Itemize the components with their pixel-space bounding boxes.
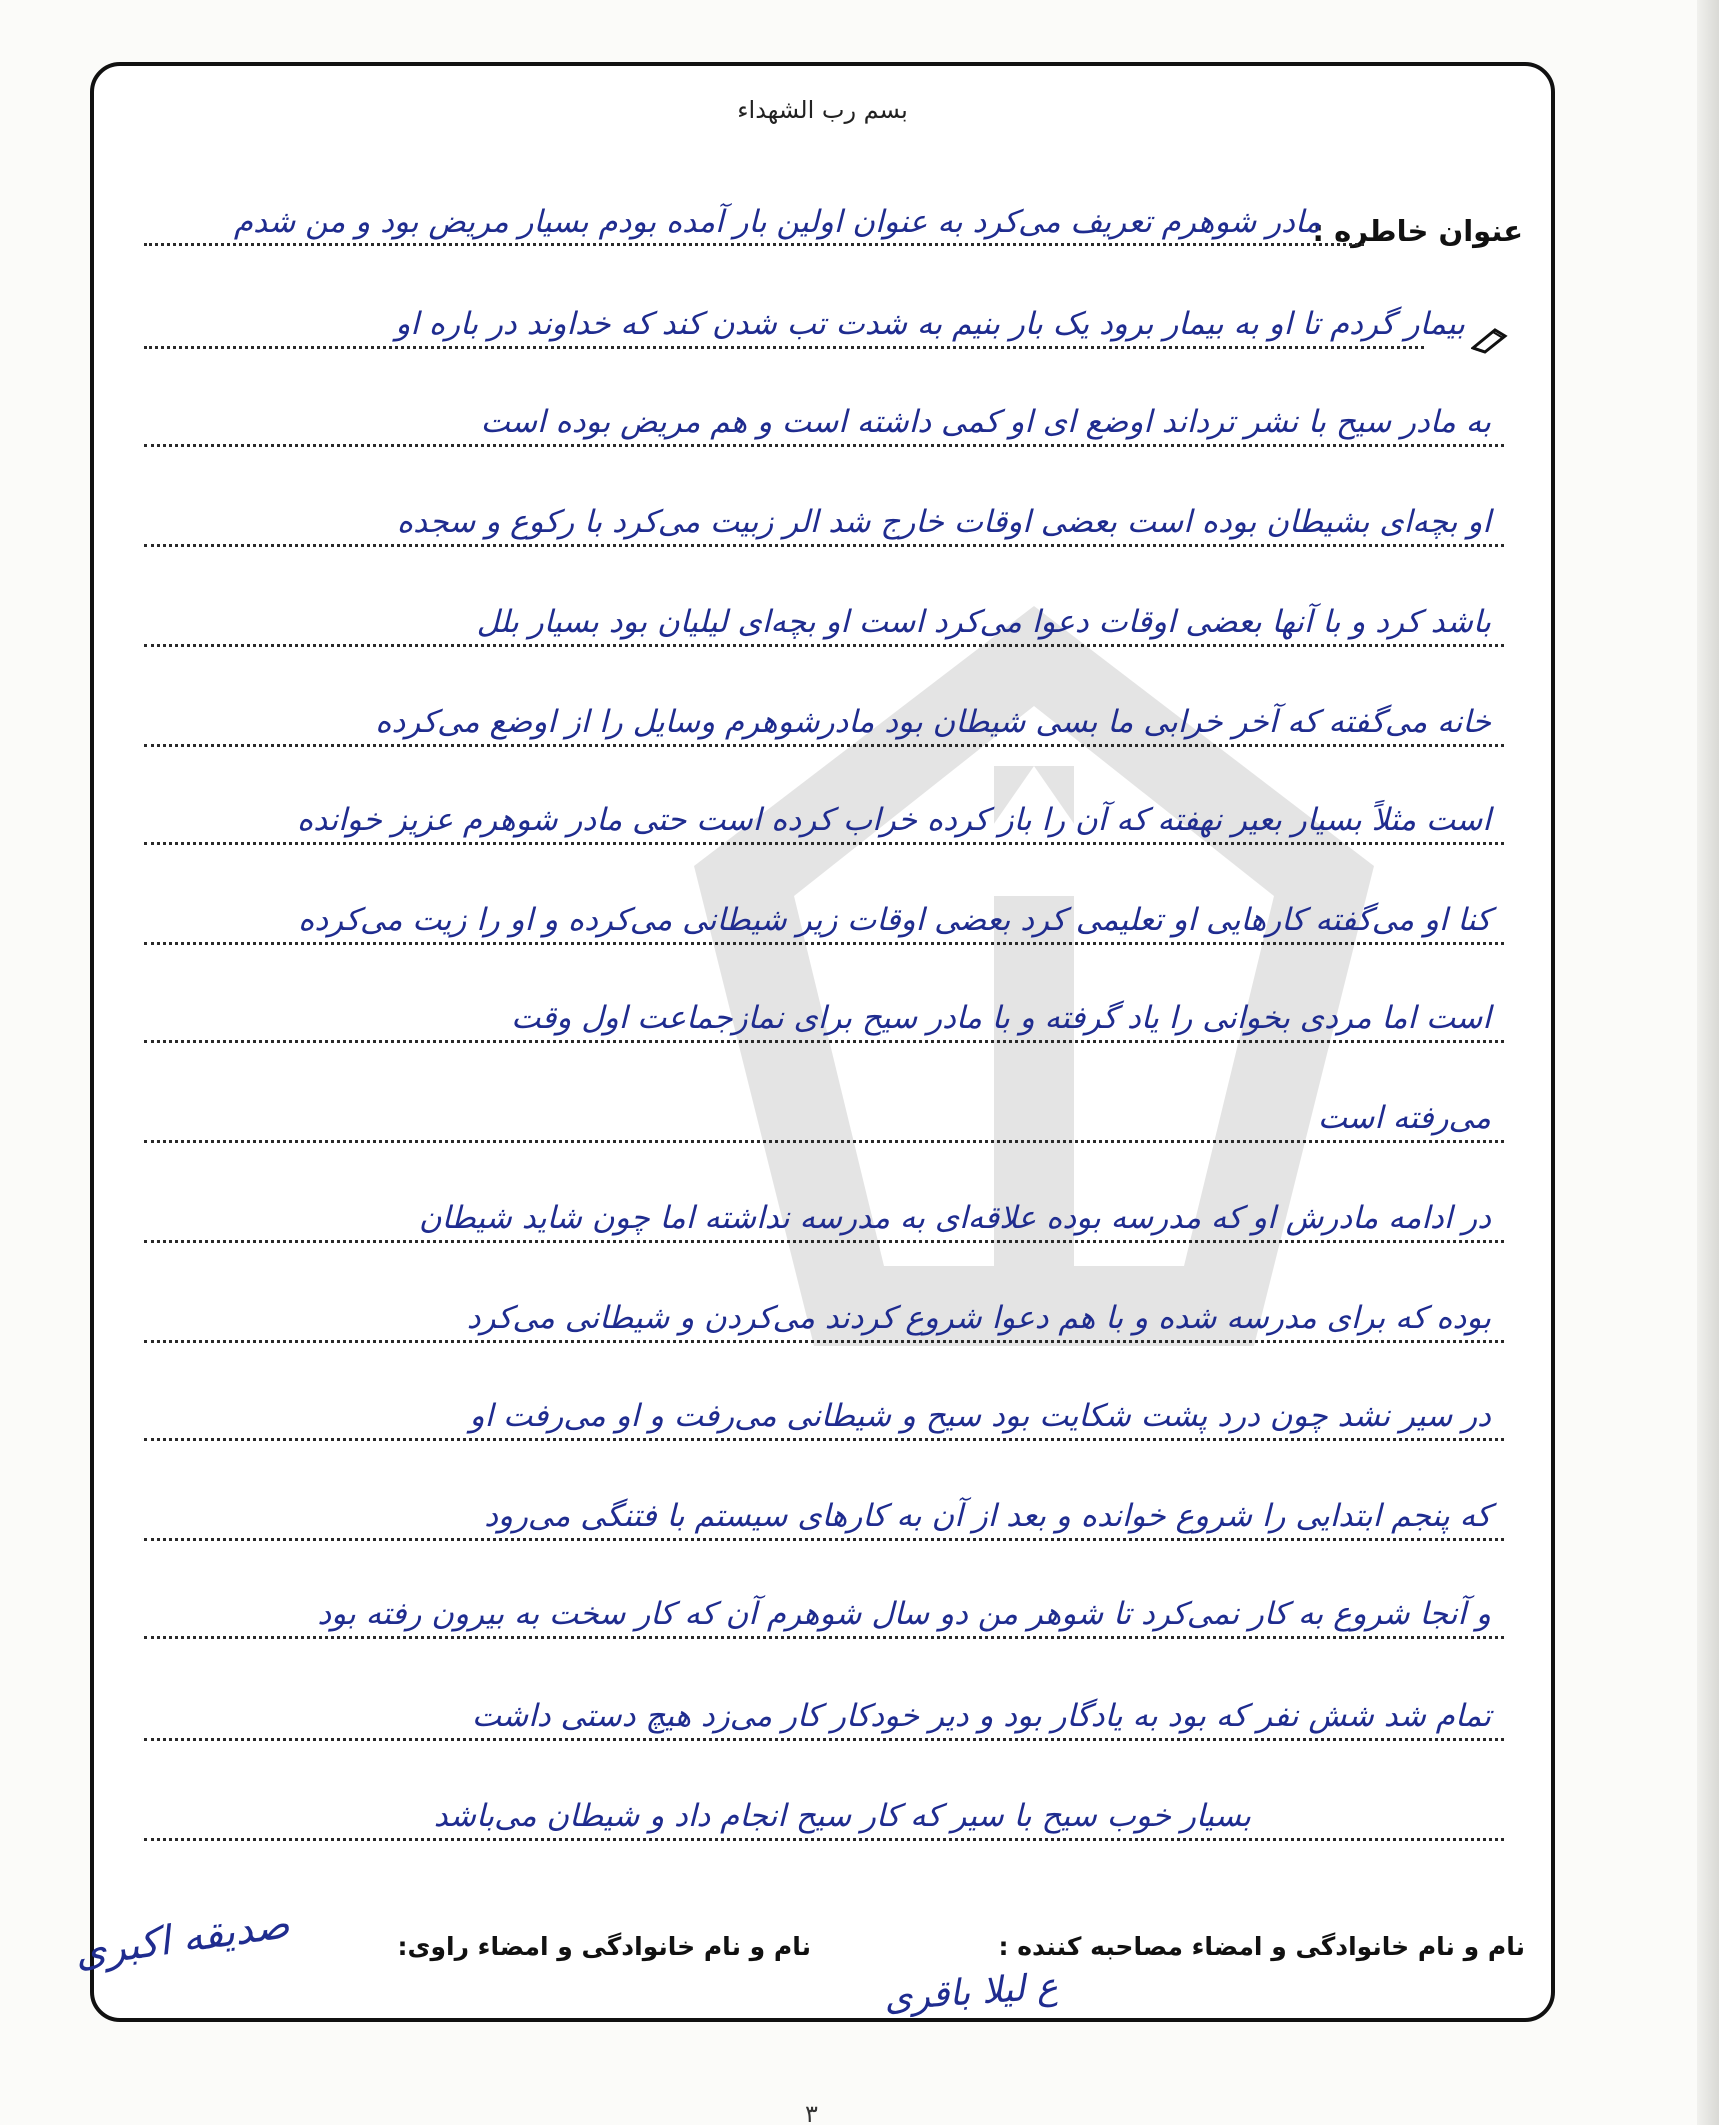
writing-rule [144,1738,1504,1741]
memoir-form-frame [71,62,1555,2022]
writing-rule [144,1340,1504,1343]
page-header: بسم رب الشهداء [737,96,908,124]
page-number: ۳ [805,2100,818,2128]
interviewer-signature: ع لیلا باقری [882,1965,1060,2020]
memo-line: بیمار گردم تا او به بیمار برود یک بار بنیم به شدت تب شدن کند که خداوند در باره او [395,306,1465,342]
memo-line: تمام شد شش نفر که بود به یادگار بود و دیر خودکار کار می‌زد هیچ دستی داشت [471,1698,1491,1734]
memo-line: و آنجا شروع به کار نمی‌کرد تا شوهر من دو سال شوهرم آن که کار سخت به بیرون رفته بود [317,1596,1491,1632]
memo-line: است اما مردی بخوانی را یاد گرفته و با مادر سیح برای نمازجماعت اول وقت [511,1000,1491,1036]
memo-line: که پنجم ابتدایی را شروع خوانده و بعد از آن به کارهای سیستم با فتنگی می‌رود [484,1498,1491,1534]
narrator-signature: صدیقه اکبری [71,1901,293,1977]
memo-line: باشد کرد و با آنها بعضی اوقات دعوا می‌کرد است او بچه‌ای لیلیان بود بسیار بلل [476,604,1491,640]
memo-line: می‌رفته است [1317,1100,1491,1136]
writing-rule [144,1140,1504,1143]
interviewer-signature-label: نام و نام خانوادگی و امضاء مصاحبه کننده : [998,1932,1525,1961]
writing-rule [144,1636,1504,1639]
writing-rule [144,942,1504,945]
memo-line: به مادر سیح با نشر ترداند اوضع ای او کمی داشته است و هم مریض بوده است [480,404,1491,440]
writing-rule [144,243,1364,246]
memo-line: در سیر نشد چون درد پشت شکایت بود سیح و شیطانی می‌رفت و او می‌رفت او [469,1398,1491,1434]
pen-icon [1471,324,1511,354]
writing-rule [144,1040,1504,1043]
writing-rule [144,346,1424,349]
memo-line: او بچه‌ای بشیطان بوده است بعضی اوقات خارج شد الر زبیت می‌کرد با رکوع و سجده [396,504,1491,540]
writing-rule [144,842,1504,845]
memo-line: بسیار خوب سیح با سیر که کار سیح انجام داد و شیطان می‌باشد [433,1798,1251,1834]
memo-line: خانه می‌گفته که آخر خرابی ما بسی شیطان بود مادرشوهرم وسایل را از اوضع می‌کرده [375,704,1491,740]
writing-rule [144,744,1504,747]
watermark-emblem-icon [654,566,1414,1386]
writing-rule [144,1538,1504,1541]
writing-rule [144,1838,1504,1841]
writing-rule [144,544,1504,547]
writing-rule [144,1438,1504,1441]
narrator-signature-label: نام و نام خانوادگی و امضاء راوی: [397,1932,811,1961]
memo-line: کنا او می‌گفته کارهایی او تعلیمی کرد بعضی اوقات زیر شیطانی می‌کرده و او را زیت می‌کرده [298,902,1491,938]
memo-line: است مثلاً بسیار بعیر نهفته که آن را باز کرده خراب کرده است حتی مادر شوهرم عزیز خوانده [296,802,1491,838]
page-edge-shadow [1697,0,1719,2125]
memo-line: بوده که برای مدرسه شده و با هم دعوا شروع کردند می‌کردن و شیطانی می‌کرد [466,1300,1491,1336]
writing-rule [144,444,1504,447]
writing-rule [144,1240,1504,1243]
memo-line: در ادامه مادرش او که مدرسه بوده علاقه‌ای به مدرسه نداشته اما چون شاید شیطان [418,1200,1491,1236]
memo-line: مادر شوهرم تعریف می‌کرد به عنوان اولین بار آمده بودم بسیار مریض بود و من شدم [233,204,1321,240]
memo-title-label: عنوان خاطره : [1312,214,1523,248]
writing-rule [144,644,1504,647]
